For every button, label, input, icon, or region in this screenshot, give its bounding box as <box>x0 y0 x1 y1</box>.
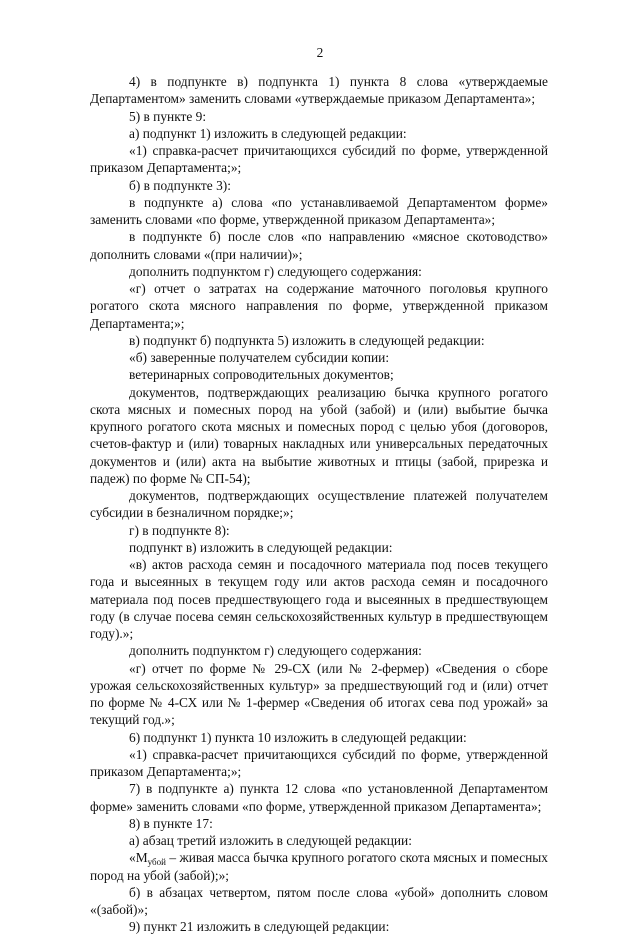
paragraph: 5) в пункте 9: <box>129 108 207 124</box>
paragraph: в подпункте б) после слов «по направлению «мясное скотоводство» дополнить словами «(при наличии)»; <box>90 229 548 262</box>
paragraph: 9) пункт 21 изложить в следующей редакции: <box>129 919 390 935</box>
page-number: 2 <box>316 45 324 60</box>
paragraph: 7) в подпункте а) пункта 12 слова «по установленной Департаментом форме» заменить словами «по форме, утвержденной приказом Департамента»; <box>90 781 548 814</box>
paragraph: «1) справка-расчет причитающихся субсидий по форме, утвержденной приказом Департамента;»; <box>90 746 548 779</box>
paragraph: подпункт в) изложить в следующей редакции: <box>129 539 393 555</box>
paragraph: в подпункте а) слова «по устанавливаемой Департаментом форме» заменить словами «по форме, утвержденной приказом Департамента»; <box>90 194 548 227</box>
paragraph: в) подпункт б) подпункта 5) изложить в следующей редакции: <box>129 332 485 348</box>
paragraph: б) в абзацах четвертом, пятом после слова «убой» дополнить словом «(забой)»; <box>90 884 548 917</box>
paragraph: а) подпункт 1) изложить в следующей редакции: <box>129 125 407 141</box>
paragraph: а) абзац третий изложить в следующей редакции: <box>129 833 412 848</box>
paragraph: «г) отчет по форме № 29-СХ (или № 2-фермер) «Сведения о сборе урожая сельскохозяйственных культур» за предшествующий год и (или) отчет по форме № 4-СХ или № 1-фермер «Сведения об итогах сева под урожай» за текущий год.»; <box>90 660 548 728</box>
paragraph: «г) отчет о затратах на содержание маточного поголовья крупного рогатого скота мясного направления по форме, утвержденной приказом Департамента;»; <box>90 281 548 331</box>
formula-rest: – живая масса бычка крупного рогатого скота мясных и помесных пород на убой (забой);»; <box>90 850 548 883</box>
paragraph: ветеринарных сопроводительных документов; <box>129 367 394 383</box>
paragraph: документов, подтверждающих реализацию бычка крупного рогатого скота мясных и помесных пород на убой (забой) и (или) выбытие бычка крупного рогатого скота мясных и помесных пород с целью убоя (договоров, счетов-фактур и (или) товарных накладных или универсальных передаточных документов и (или) акта на выбытие животных и птицы (забой, прирезка и падеж) по форме № СП-54); <box>90 384 548 486</box>
formula-subscript: убой <box>147 857 166 868</box>
paragraph: 6) подпункт 1) пункта 10 изложить в следующей редакции: <box>129 729 467 745</box>
formula-open: «М <box>129 850 148 866</box>
paragraph: «в) актов расхода семян и посадочного материала под посев текущего года и высеянных в текущем году или актов расхода семян и посадочного материала под посев предшествующего года и высеянных в предшествующем году (в случае посева семян сельскохозяйственных культур в предшествующем году).»; <box>90 557 548 641</box>
document-body <box>90 73 548 936</box>
paragraph: «1) справка-расчет причитающихся субсидий по форме, утвержденной приказом Департамента;»; <box>90 143 548 176</box>
formula-paragraph <box>90 849 548 884</box>
paragraph: дополнить подпунктом г) следующего содержания: <box>129 643 422 659</box>
paragraph: дополнить подпунктом г) следующего содержания: <box>129 263 422 279</box>
paragraph: б) в подпункте 3): <box>129 177 231 193</box>
paragraph: документов, подтверждающих осуществление платежей получателем субсидии в безналичном порядке;»; <box>90 488 548 521</box>
paragraph: г) в подпункте 8): <box>129 522 230 538</box>
paragraph: 8) в пункте 17: <box>129 815 213 831</box>
paragraph: 4) в подпункте в) подпункта 1) пункта 8 слова «утверждаемые Департаментом» заменить словами «утверждаемые приказом Департамента»; <box>90 74 548 107</box>
paragraph: «б) заверенные получателем субсидии копии: <box>129 350 390 365</box>
